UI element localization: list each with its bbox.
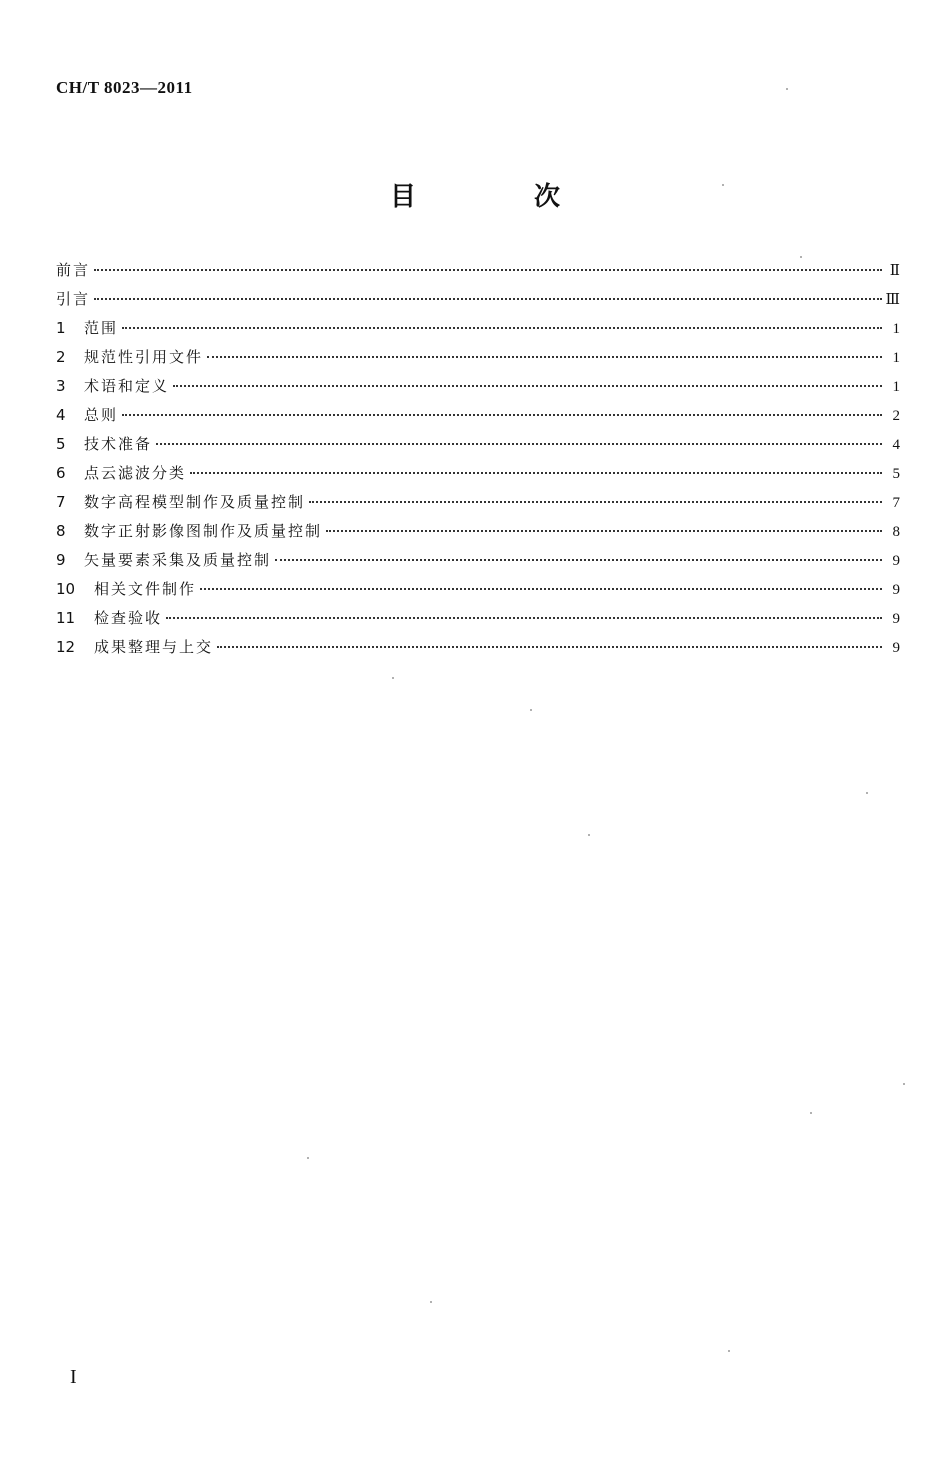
dot-leader <box>156 443 882 445</box>
toc-title: 目 次 <box>389 182 606 212</box>
toc-entry-page: Ⅱ <box>889 263 900 279</box>
toc-entry[interactable] <box>56 488 900 517</box>
dot-leader <box>122 414 882 416</box>
scan-speck <box>530 709 532 711</box>
dot-leader <box>217 646 882 648</box>
toc-entry-page: 9 <box>892 582 900 598</box>
toc-entry-label: 检查验收 <box>94 609 163 627</box>
toc-entry-number: 3 <box>56 377 66 395</box>
page-number: I <box>70 1366 77 1388</box>
toc-entry-label: 范围 <box>84 319 119 337</box>
dot-leader <box>190 472 882 474</box>
toc-entry[interactable] <box>56 517 900 546</box>
scan-speck <box>307 1157 309 1159</box>
toc-entry[interactable] <box>56 401 900 430</box>
table-of-contents <box>56 256 900 662</box>
toc-entry-number: 5 <box>56 435 66 453</box>
toc-entry-page: 5 <box>892 466 900 482</box>
toc-entry-label: 总则 <box>84 406 119 424</box>
toc-entry-page: 1 <box>892 379 900 395</box>
dot-leader <box>166 617 882 619</box>
scan-speck <box>800 256 802 258</box>
toc-entry-page: Ⅲ <box>885 292 900 308</box>
toc-entry-number: 9 <box>56 551 66 569</box>
toc-entry-number: 4 <box>56 406 66 424</box>
toc-entry-label: 技术准备 <box>84 435 153 453</box>
scan-speck <box>786 88 788 90</box>
toc-entry-label: 数字正射影像图制作及质量控制 <box>84 522 323 540</box>
dot-leader <box>122 327 882 329</box>
toc-entry-label: 术语和定义 <box>84 377 170 395</box>
toc-entry-page: 9 <box>892 640 900 656</box>
toc-entry-label: 引言 <box>56 290 91 308</box>
toc-entry[interactable] <box>56 314 900 343</box>
dot-leader <box>207 356 882 358</box>
toc-entry-number: 2 <box>56 348 66 366</box>
toc-entry-number: 11 <box>56 609 76 627</box>
scan-speck <box>866 792 868 794</box>
dot-leader <box>94 269 882 271</box>
toc-entry-number: 8 <box>56 522 66 540</box>
toc-entry-label: 成果整理与上交 <box>94 638 214 656</box>
scan-speck <box>430 1301 432 1303</box>
toc-entry-page: 8 <box>892 524 900 540</box>
toc-entry[interactable] <box>56 430 900 459</box>
scan-speck <box>903 1083 905 1085</box>
toc-entry-page: 9 <box>892 611 900 627</box>
document-code: CH/T 8023—2011 <box>56 78 193 97</box>
toc-entry-label: 数字高程模型制作及质量控制 <box>84 493 306 511</box>
toc-entry[interactable] <box>56 372 900 401</box>
toc-entry-page: 1 <box>892 350 900 366</box>
scan-speck <box>810 1112 812 1114</box>
toc-entry[interactable] <box>56 343 900 372</box>
toc-entry-number: 10 <box>56 580 76 598</box>
toc-entry[interactable] <box>56 459 900 488</box>
toc-entry-label: 点云滤波分类 <box>84 464 187 482</box>
toc-entry-page: 2 <box>892 408 900 424</box>
scan-speck <box>728 1350 730 1352</box>
toc-entry[interactable] <box>56 546 900 575</box>
scan-speck <box>722 184 724 186</box>
dot-leader <box>275 559 882 561</box>
toc-entry-page: 4 <box>892 437 900 453</box>
toc-entry[interactable] <box>56 633 900 662</box>
toc-entry-label: 前言 <box>56 261 91 279</box>
toc-entry[interactable] <box>56 604 900 633</box>
scan-speck <box>588 834 590 836</box>
toc-entry[interactable] <box>56 285 900 314</box>
dot-leader <box>94 298 882 300</box>
toc-entry-page: 9 <box>892 553 900 569</box>
toc-entry-label: 规范性引用文件 <box>84 348 204 366</box>
toc-entry-number: 1 <box>56 319 66 337</box>
toc-entry-number: 12 <box>56 638 76 656</box>
dot-leader <box>326 530 882 532</box>
dot-leader <box>200 588 882 590</box>
toc-entry-label: 矢量要素采集及质量控制 <box>84 551 272 569</box>
toc-entry-number: 7 <box>56 493 66 511</box>
toc-entry-label: 相关文件制作 <box>94 580 197 598</box>
scan-speck <box>392 677 394 679</box>
toc-entry-page: 7 <box>892 495 900 511</box>
toc-entry[interactable] <box>56 256 900 285</box>
toc-entry-page: 1 <box>892 321 900 337</box>
dot-leader <box>309 501 882 503</box>
toc-entry-number: 6 <box>56 464 66 482</box>
toc-entry[interactable] <box>56 575 900 604</box>
dot-leader <box>173 385 882 387</box>
